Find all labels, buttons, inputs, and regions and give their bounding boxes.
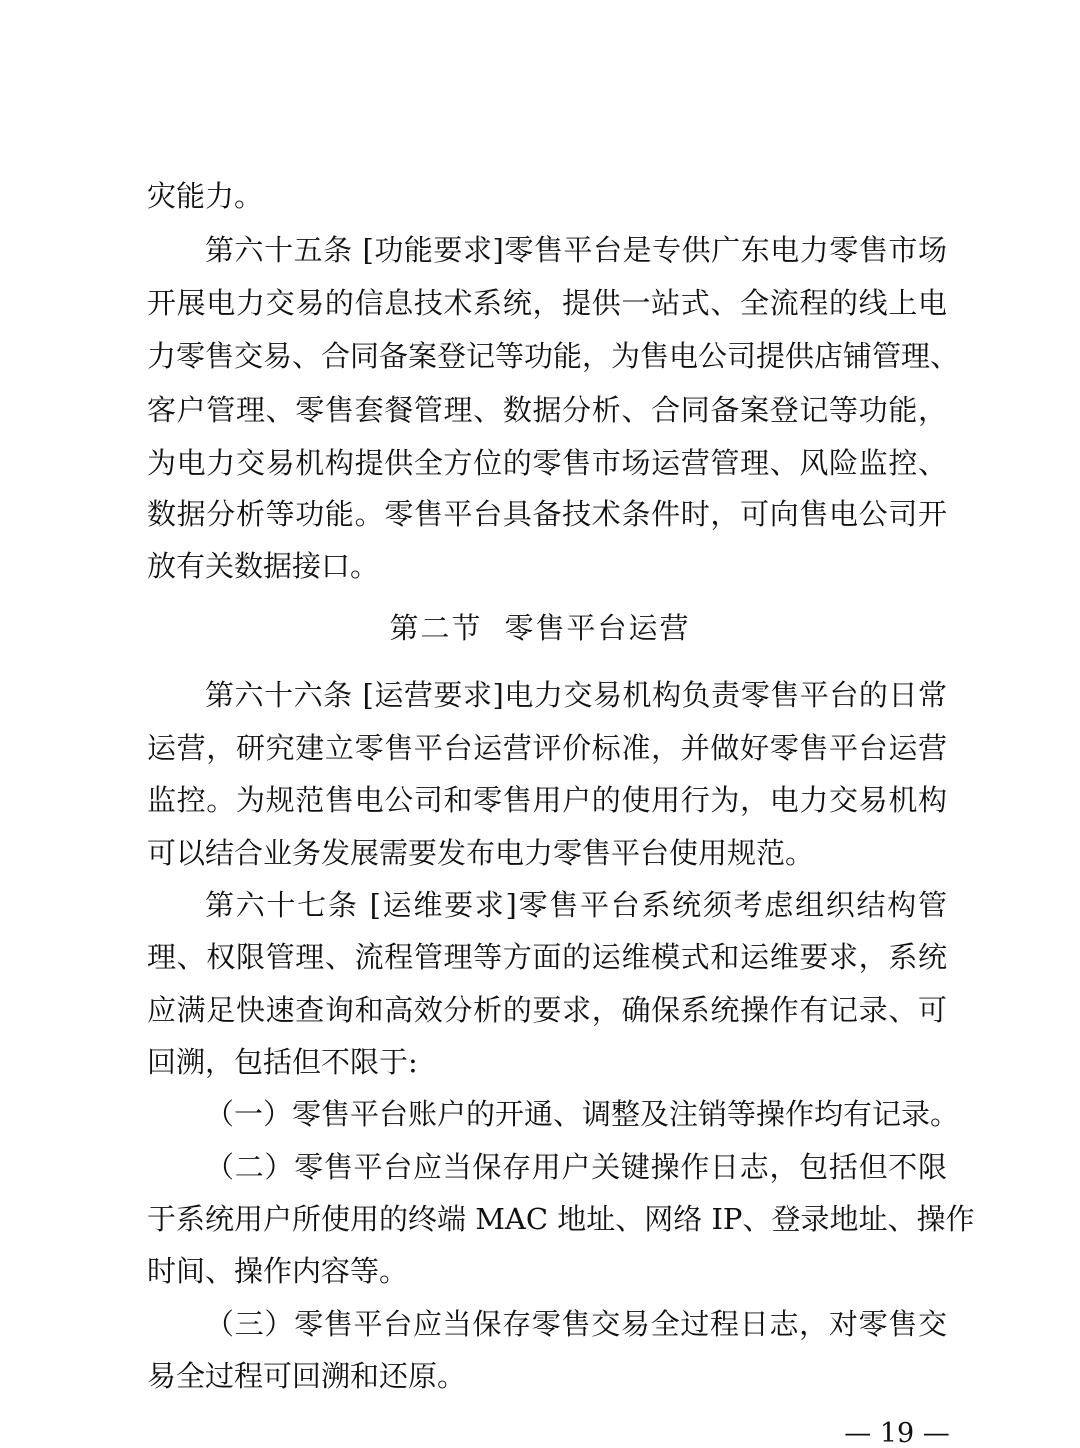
text-line: 灾能力。 — [147, 179, 264, 213]
text-line: 于系统用户所使用的终端 MAC 地址、网络 IP、登录地址、操作 — [147, 1202, 975, 1236]
page-number: — 19 — — [844, 1418, 950, 1448]
text-line: 应满足快速查询和高效分析的要求，确保系统操作有记录、可 — [147, 993, 947, 1027]
item-3-line-1: （三）零售平台应当保存零售交易全过程日志，对零售交 — [205, 1307, 947, 1341]
section-heading-title: 零售平台运营 — [504, 611, 691, 645]
section-heading-label: 第二节 — [389, 611, 483, 645]
text-line: 数据分析等功能。零售平台具备技术条件时，可向售电公司开 — [147, 497, 947, 531]
text-line: 运营，研究建立零售平台运营评价标准，并做好零售平台运营 — [147, 731, 947, 765]
text-line: 时间、操作内容等。 — [147, 1254, 409, 1288]
text-line: 监控。为规范售电公司和零售用户的使用行为，电力交易机构 — [147, 783, 947, 817]
text-line: 放有关数据接口。 — [147, 549, 380, 583]
text-line: 回溯，包括但不限于: — [147, 1045, 418, 1079]
text-line: 力零售交易、合同备案登记等功能，为售电公司提供店铺管理、 — [147, 339, 960, 373]
item-1-line-1: （一）零售平台账户的开通、调整及注销等操作均有记录。 — [205, 1097, 960, 1131]
text-line: 可以结合业务发展需要发布电力零售平台使用规范。 — [147, 836, 815, 870]
text-line: 为电力交易机构提供全方位的零售市场运营管理、风险监控、 — [147, 446, 947, 480]
text-line: 客户管理、零售套餐管理、数据分析、合同备案登记等功能， — [147, 393, 947, 427]
article-67-line-1: 第六十七条 [运维要求]零售平台系统须考虑组织结构管 — [205, 888, 947, 922]
article-66-line-1: 第六十六条 [运营要求]电力交易机构负责零售平台的日常 — [205, 678, 947, 712]
article-65-line-1: 第六十五条 [功能要求]零售平台是专供广东电力零售市场 — [205, 233, 947, 267]
section-heading — [0, 608, 1080, 648]
text-line: 易全过程可回溯和还原。 — [147, 1359, 467, 1393]
text-line: 开展电力交易的信息技术系统，提供一站式、全流程的线上电 — [147, 286, 947, 320]
text-line: 理、权限管理、流程管理等方面的运维模式和运维要求，系统 — [147, 940, 947, 974]
item-2-line-1: （二）零售平台应当保存用户关键操作日志，包括但不限 — [205, 1150, 947, 1184]
